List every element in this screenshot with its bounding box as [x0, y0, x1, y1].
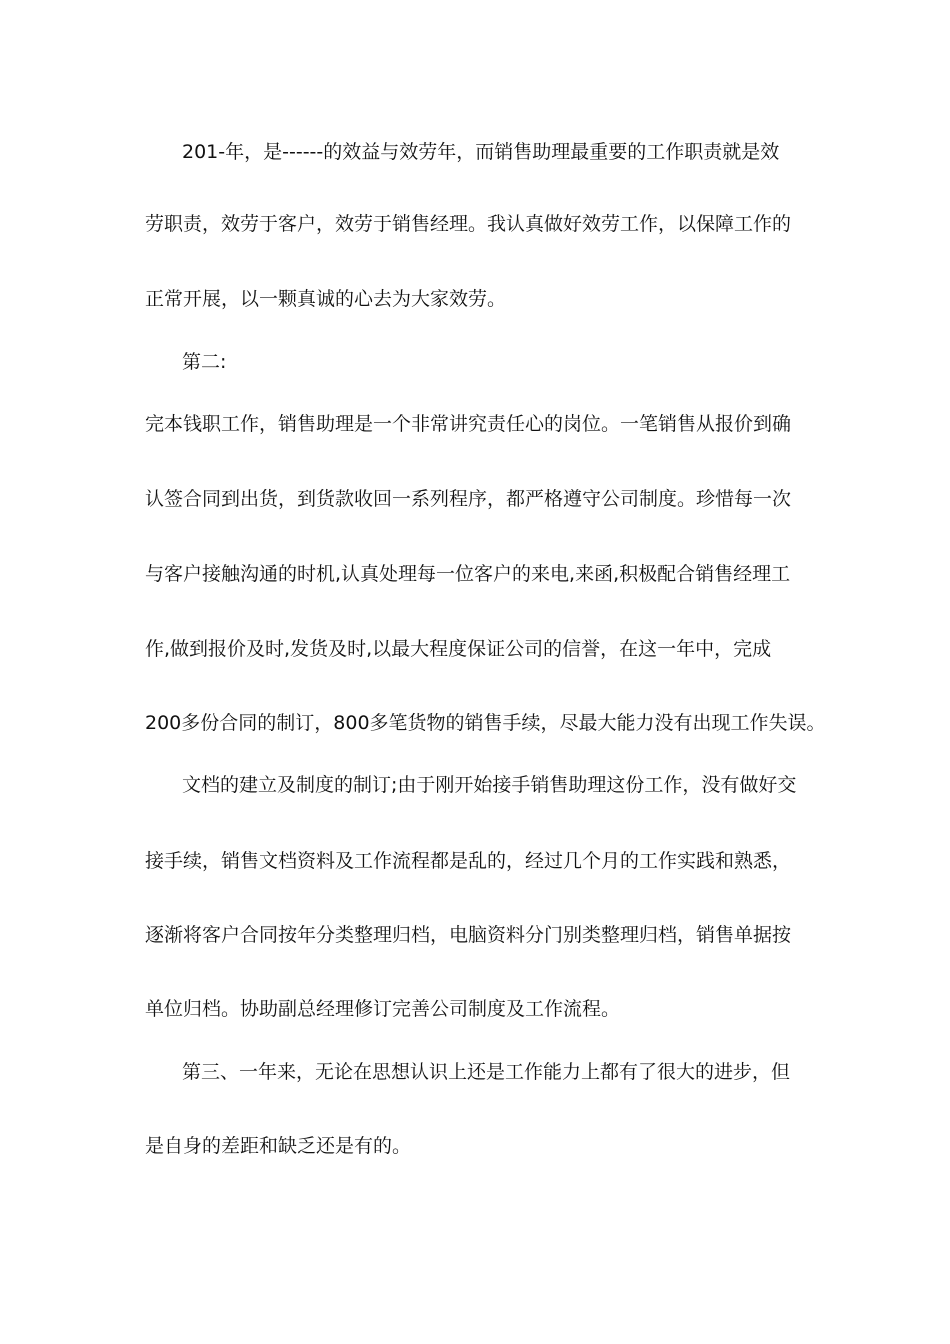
paragraph-2-line-1: 完本钱职工作，销售助理是一个非常讲究责任心的岗位。一笔销售从报价到确: [145, 413, 792, 435]
paragraph-3-line-1: 文档的建立及制度的制订;由于刚开始接手销售助理这份工作，没有做好交: [182, 774, 797, 796]
paragraph-4-line-1: 第三、一年来，无论在思想认识上还是工作能力上都有了很大的进步，但: [182, 1061, 791, 1083]
paragraph-4-line-2: 是自身的差距和缺乏还是有的。: [145, 1135, 412, 1157]
paragraph-3-line-3: 逐渐将客户合同按年分类整理归档，电脑资料分门别类整理归档，销售单据按: [145, 924, 792, 946]
paragraph-2-line-2: 认签合同到出货，到货款收回一系列程序，都严格遵守公司制度。珍惜每一次: [145, 488, 792, 510]
paragraph-1-line-3: 正常开展，以一颗真诚的心去为大家效劳。: [145, 288, 507, 310]
paragraph-1-line-2: 劳职责，效劳于客户，效劳于销售经理。我认真做好效劳工作，以保障工作的: [145, 213, 792, 235]
paragraph-3-line-4: 单位归档。协助副总经理修订完善公司制度及工作流程。: [145, 998, 621, 1020]
paragraph-2-line-5: 200多份合同的制订，800多笔货物的销售手续，尽最大能力没有出现工作失误。: [145, 712, 826, 734]
paragraph-2-line-3: 与客户接触沟通的时机,认真处理每一位客户的来电,来函,积极配合销售经理工: [145, 563, 791, 585]
paragraph-1-line-1: 201-年，是------的效益与效劳年，而销售助理最重要的工作职责就是效: [182, 141, 780, 163]
paragraph-3-line-2: 接手续，销售文档资料及工作流程都是乱的，经过几个月的工作实践和熟悉，: [145, 850, 792, 872]
section-heading-second: 第二:: [182, 351, 227, 373]
paragraph-2-line-4: 作,做到报价及时,发货及时,以最大程度保证公司的信誉，在这一年中，完成: [145, 638, 772, 660]
